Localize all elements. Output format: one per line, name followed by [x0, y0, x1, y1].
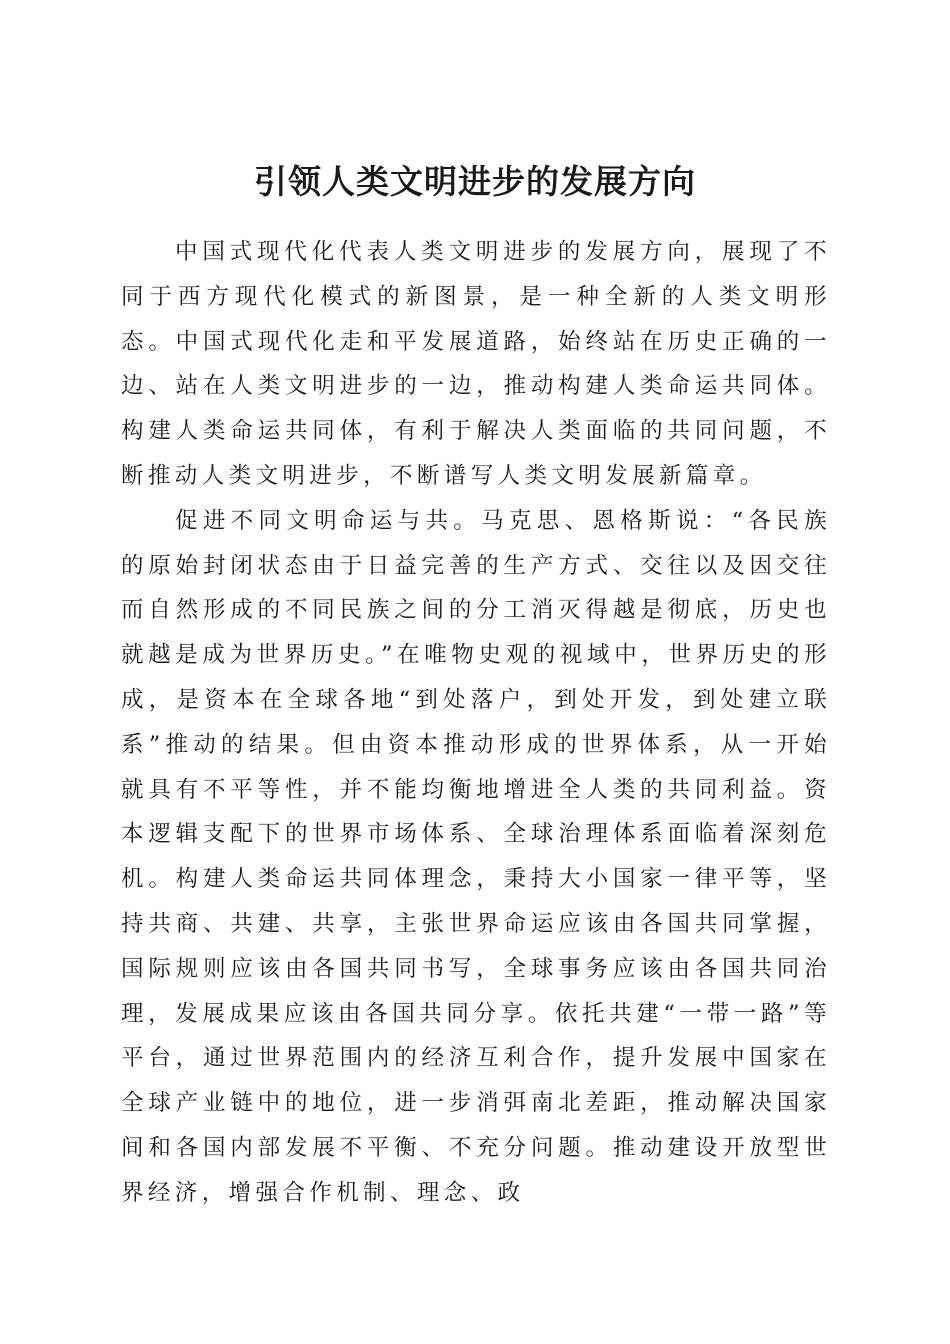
paragraph: 促进不同文明命运与共。马克思、恩格斯说：“各民族的原始封闭状态由于日益完善的生产方式、交往以及因交往而自然形成的不同民族之间的分工消灭得越是彻底，历史也就越是成为世界历史。”在唯物史观的视域中，世界历史的形成，是资本在全球各地“到处落户，到处开发，到处建立联系”推动的结果。但由资本推动形成的世界体系，从一开始就具有不平等性，并不能均衡地增进全人类的共同利益。资本逻辑支配下的世界市场体系、全球治理体系面临着深刻危机。构建人类命运共同体理念，秉持大小国家一律平等，坚持共商、共建、共享，主张世界命运应该由各国共同掌握，国际规则应该由各国共同书写，全球事务应该由各国共同治理，发展成果应该由各国共同分享。依托共建“一带一路”等平台，通过世界范围内的经济互利合作，提升发展中国家在全球产业链中的地位，进一步消弭南北差距，推动解决国家间和各国内部发展不平衡、不充分问题。推动建设开放型世界经济，增强合作机制、理念、政	[121, 507, 831, 1206]
paragraph: 中国式现代化代表人类文明进步的发展方向，展现了不同于西方现代化模式的新图景，是一种全新的人类文明形态。中国式现代化走和平发展道路，始终站在历史正确的一边、站在人类文明进步的一边，推动构建人类命运共同体。构建人类命运共同体，有利于解决人类面临的共同问题，不断推动人类文明进步，不断谱写人类文明发展新篇章。	[121, 239, 831, 489]
document-title: 引领人类文明进步的发展方向	[254, 162, 696, 202]
document-body	[121, 230, 831, 1216]
